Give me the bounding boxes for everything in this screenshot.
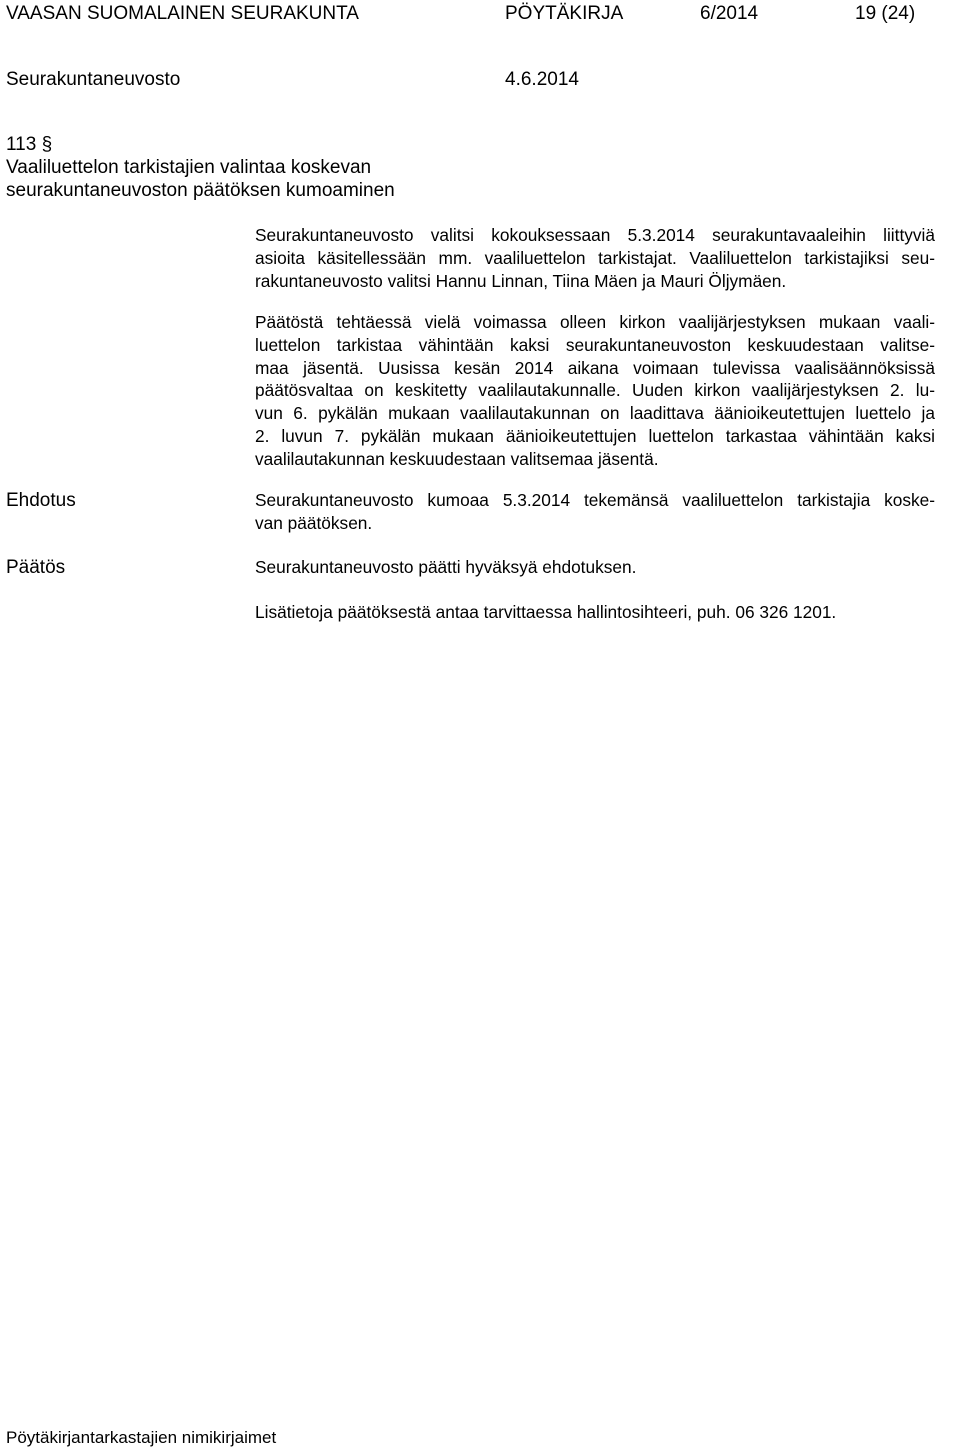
- paragraph-line: Seurakuntaneuvosto valitsi kokouksessaan 5.3.2014 seurakuntavaaleihin liittyviä: [255, 225, 935, 245]
- paragraph-line: rakuntaneuvosto valitsi Hannu Linnan, Tiina Mäen ja Mauri Öljymäen.: [255, 270, 787, 291]
- section-title-line-1: Vaaliluettelon tarkistajien valintaa koskevan: [6, 157, 372, 178]
- document-number: 6/2014: [700, 3, 759, 24]
- paragraph-line: päätösvaltaa on keskitetty vaalilautakunnalle. Uuden kirkon vaalijärjestyksen 2. lu-: [255, 380, 935, 401]
- footer-initials-label: Pöytäkirjantarkastajien nimikirjaimet: [6, 1428, 277, 1447]
- section-number: 113: [6, 134, 37, 155]
- decision-text: [255, 556, 935, 579]
- paragraph-legal-basis: [255, 311, 935, 471]
- paragraph-line: vun 6. pykälän mukaan vaalilautakunnan on laadittava äänioikeutettujen luettelo ja: [255, 403, 935, 424]
- document-type: PÖYTÄKIRJA: [505, 3, 624, 24]
- page-number: 19 (24): [855, 3, 916, 24]
- additional-info: [255, 601, 935, 624]
- meeting-date: 4.6.2014: [505, 69, 579, 90]
- paragraph-line: Seurakuntaneuvosto kumoaa 5.3.2014 tekemänsä vaaliluettelon tarkistajia koske-: [255, 490, 935, 510]
- paragraph-line: 2. luvun 7. pykälän mukaan äänioikeutettujen luettelon tarkastaa vähintään kaksi: [255, 425, 935, 446]
- paragraph-line: Lisätietoja päätöksestä antaa tarvittaessa hallintosihteeri, puh. 06 326 1201.: [255, 602, 837, 622]
- paragraph-line: maa jäsentä. Uusissa kesän 2014 aikana voimaan tulevissa vaalisäännöksissä: [255, 357, 935, 378]
- paragraph-background: [255, 224, 935, 292]
- decision-label: Päätös: [6, 557, 66, 578]
- section-heading: [6, 133, 52, 156]
- paragraph-line: vaalilautakunnan keskuudestaan valitsemaa jäsentä.: [255, 448, 659, 469]
- paragraph-line: asioita käsitellessään mm. vaaliluettelon tarkistajat. Vaaliluettelon tarkistajiksi seu-: [255, 247, 935, 268]
- paragraph-line: luettelon tarkistaa vähintään kaksi seurakuntaneuvoston keskuudestaan valitse-: [255, 334, 935, 355]
- organization-name: VAASAN SUOMALAINEN SEURAKUNTA: [6, 3, 359, 24]
- section-title-line-2: seurakuntaneuvoston päätöksen kumoaminen: [6, 180, 395, 201]
- paragraph-line: van päätöksen.: [255, 512, 373, 533]
- section-sign: §: [41, 134, 53, 155]
- proposal-label: Ehdotus: [6, 490, 76, 511]
- paragraph-line: Päätöstä tehtäessä vielä voimassa olleen kirkon vaalijärjestyksen mukaan vaali-: [255, 312, 935, 332]
- proposal-text: [255, 489, 935, 535]
- body-name: Seurakuntaneuvosto: [6, 69, 181, 90]
- paragraph-line: Seurakuntaneuvosto päätti hyväksyä ehdotuksen.: [255, 557, 637, 577]
